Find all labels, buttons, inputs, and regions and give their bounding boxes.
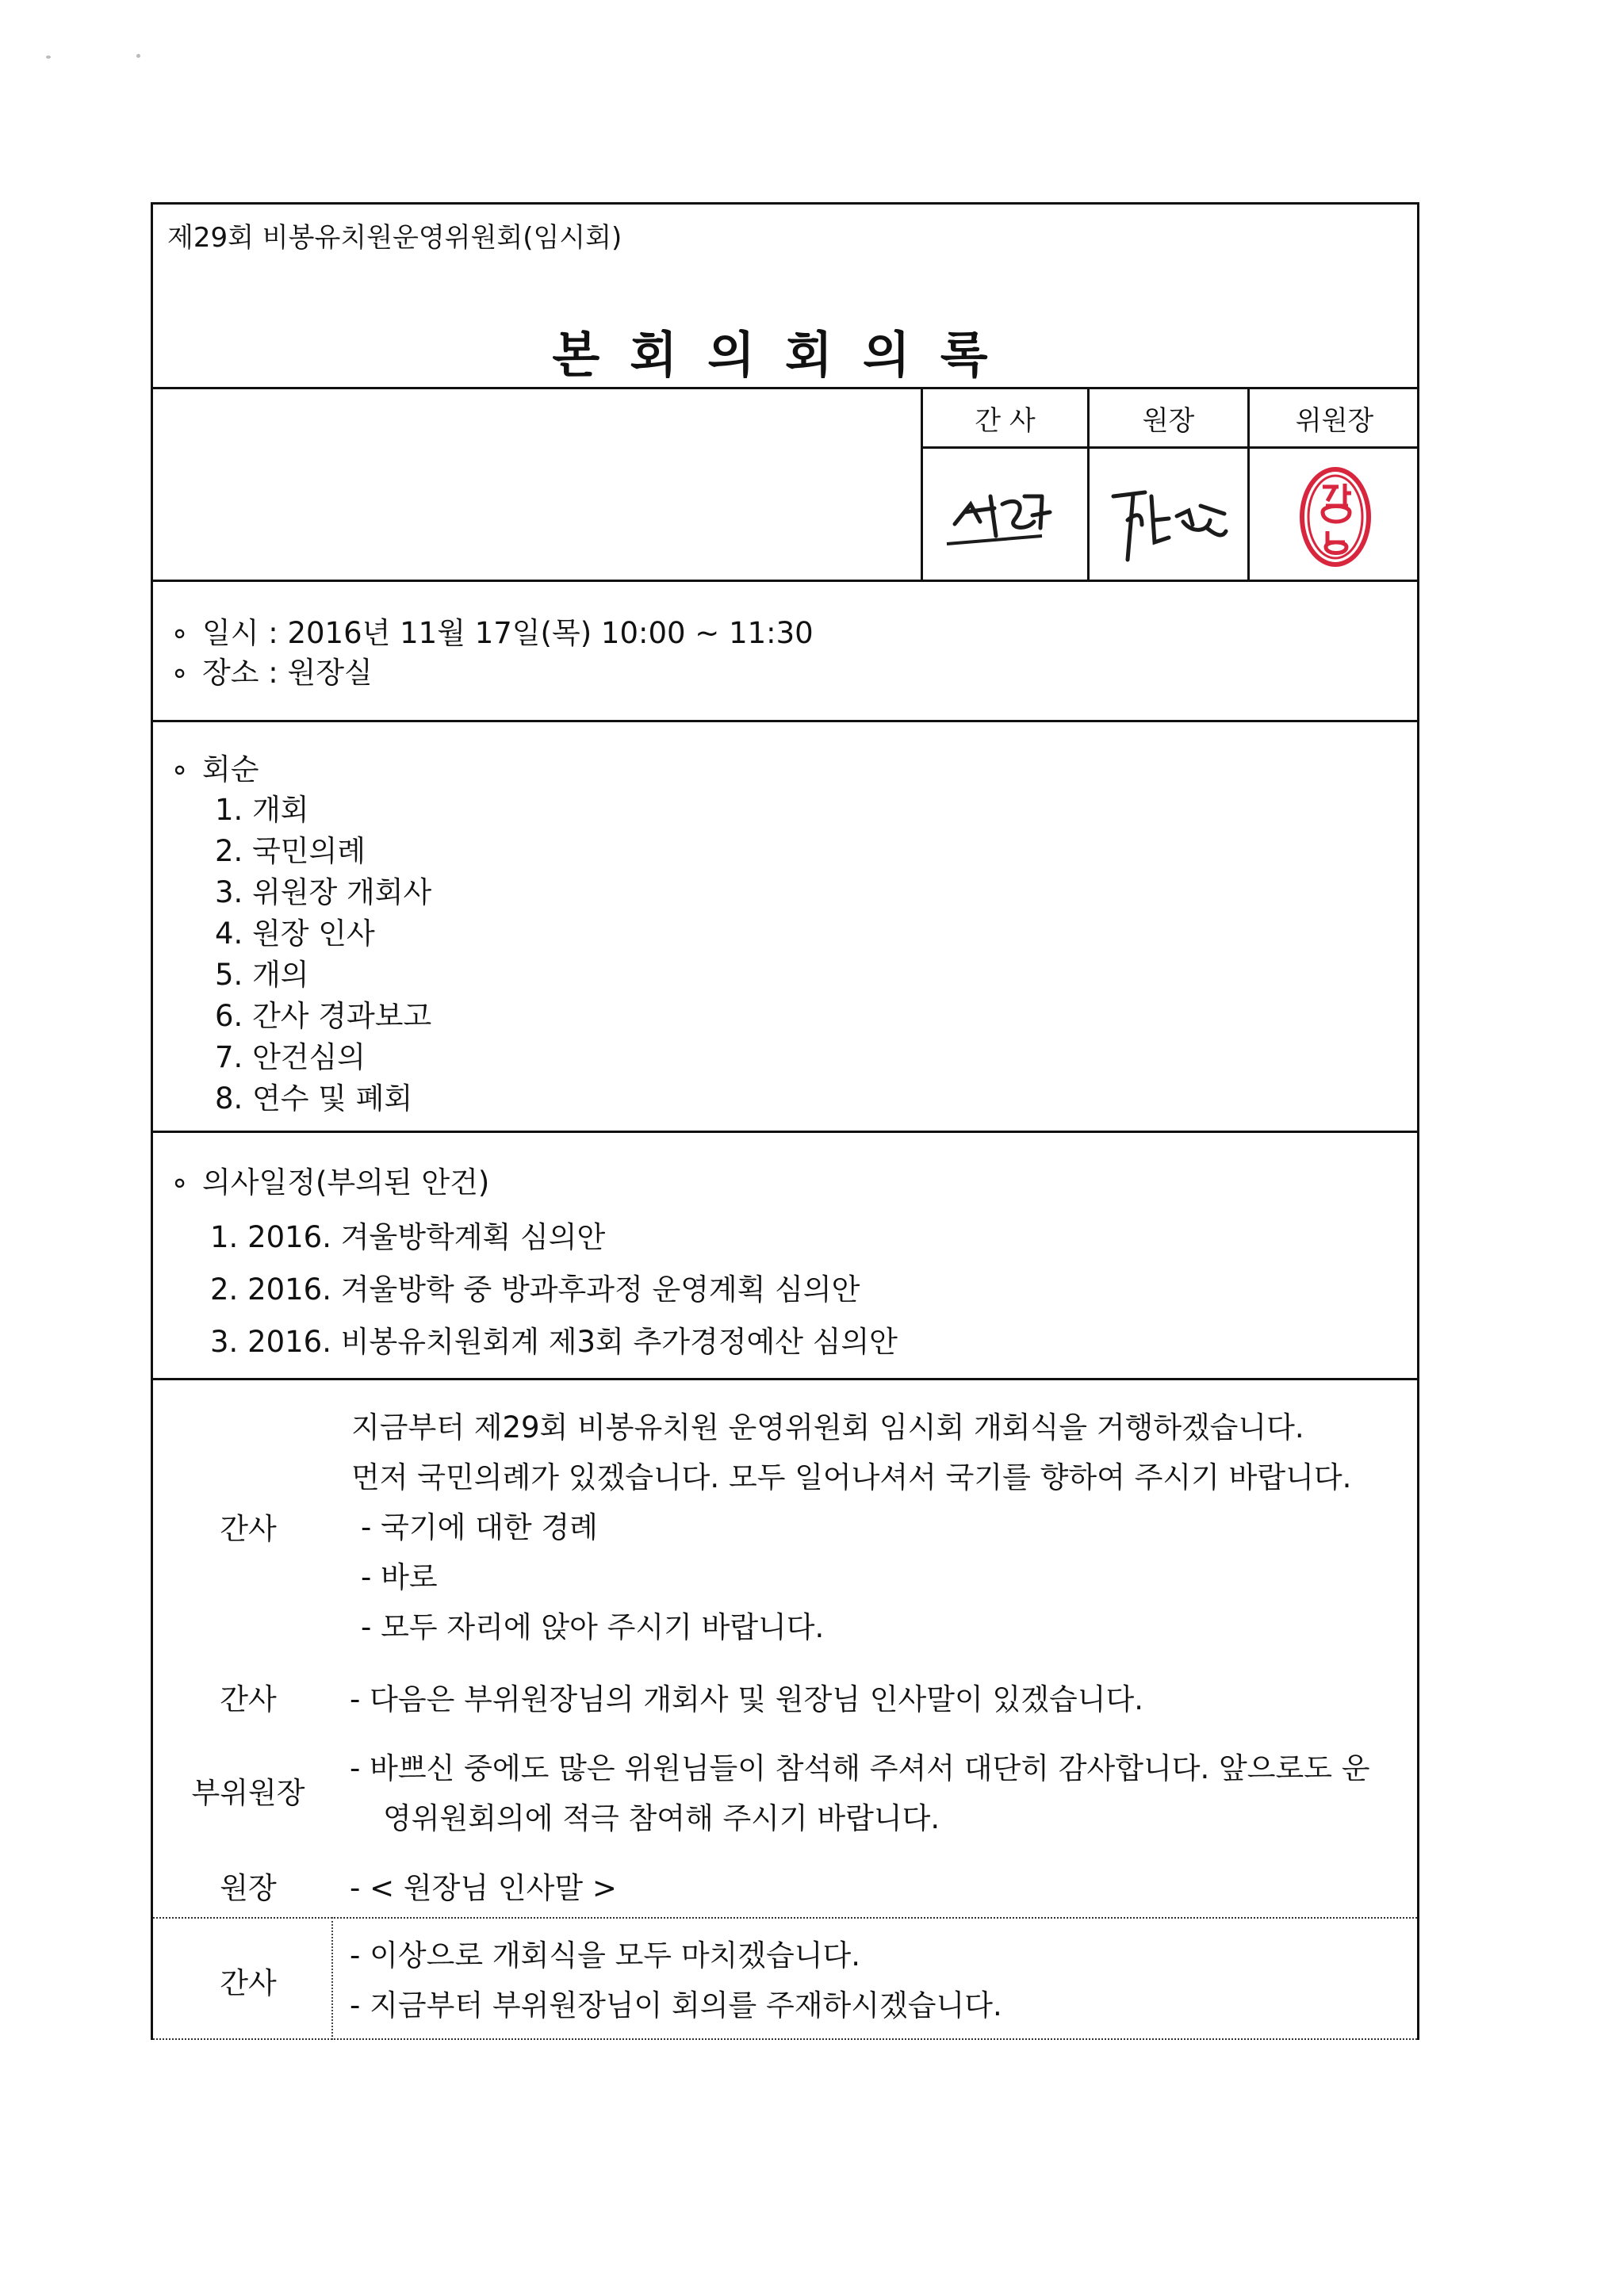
minutes-line: - 지금부터 부위원장님이 회의를 주재하시겠습니다. <box>350 1988 1002 2022</box>
agenda-heading: ∘ 의사일정(부의된 안건) <box>170 1165 490 1200</box>
order-item: 4. 원장 인사 <box>215 916 375 951</box>
order-heading: ∘ 회순 <box>170 752 259 786</box>
minutes-line: - 모두 자리에 앉아 주시기 바랍니다. <box>361 1610 825 1644</box>
divider <box>153 2038 1417 2040</box>
meeting-datetime: ∘ 일시 : 2016년 11월 17일(목) 10:00 ~ 11:30 <box>170 616 814 650</box>
approval-box <box>921 389 1419 582</box>
scan-speck <box>136 54 140 58</box>
signature-secretary <box>923 449 1087 582</box>
speaker-label: 부위원장 <box>191 1776 305 1810</box>
minutes-line: 영위원회의에 적극 참여해 주시기 바랍니다. <box>383 1801 940 1835</box>
minutes-line: 지금부터 제29회 비봉유치원 운영위원회 임시회 개회식을 거행하겠습니다. <box>351 1410 1304 1445</box>
order-item: 2. 국민의례 <box>215 834 366 868</box>
agenda-item: 3. 2016. 비봉유치원회계 제3회 추가경정예산 심의안 <box>210 1325 898 1359</box>
minutes-line: - 이상으로 개회식을 모두 마치겠습니다. <box>350 1938 861 1973</box>
approval-col-director <box>1087 389 1247 582</box>
order-item: 5. 개의 <box>215 958 309 992</box>
divider <box>153 1917 1417 1919</box>
approval-col-chair <box>1247 389 1419 582</box>
agenda-item: 1. 2016. 겨울방학계획 심의안 <box>210 1220 606 1254</box>
divider <box>153 1131 1417 1133</box>
scan-speck <box>46 55 51 59</box>
chair-seal <box>1250 449 1419 582</box>
minutes-line: - < 원장님 인사말 > <box>350 1871 617 1905</box>
speaker-label: 원장 <box>220 1871 277 1905</box>
meeting-place: ∘ 장소 : 원장실 <box>170 656 373 690</box>
order-item: 8. 연수 및 폐회 <box>215 1081 413 1115</box>
document-title: 본회의회의록 <box>552 326 1018 384</box>
order-item: 1. 개회 <box>215 793 309 827</box>
divider <box>153 1378 1417 1380</box>
speaker-label: 간사 <box>220 1512 277 1546</box>
order-item: 3. 위원장 개회사 <box>215 875 432 909</box>
approval-header: 간 사 <box>923 389 1087 449</box>
minutes-line: - 바쁘신 중에도 많은 위원님들이 참석해 주셔서 대단히 감사합니다. 앞으로도 운 <box>350 1751 1370 1785</box>
divider <box>153 580 1417 582</box>
minutes-line: - 바로 <box>361 1560 438 1594</box>
speaker-label: 간사 <box>220 1966 277 2000</box>
minutes-line: - 다음은 부위원장님의 개회사 및 원장님 인사말이 있겠습니다. <box>350 1682 1143 1716</box>
approval-header: 원장 <box>1090 389 1247 449</box>
order-item: 6. 간사 경과보고 <box>215 999 432 1033</box>
minutes-document <box>151 202 1419 2040</box>
agenda-item: 2. 2016. 겨울방학 중 방과후과정 운영계획 심의안 <box>210 1272 860 1307</box>
speaker-label: 간사 <box>220 1682 277 1716</box>
minutes-line: - 국기에 대한 경례 <box>361 1510 598 1544</box>
meeting-subtitle: 제29회 비봉유치원운영위원회(임시회) <box>167 222 622 254</box>
divider <box>153 720 1417 722</box>
approval-header: 위원장 <box>1250 389 1419 449</box>
approval-col-secretary <box>921 389 1087 582</box>
minutes-line: 먼저 국민의례가 있겠습니다. 모두 일어나셔서 국기를 향하여 주시기 바랍니다. <box>351 1460 1352 1494</box>
order-item: 7. 안건심의 <box>215 1040 366 1074</box>
signature-director <box>1090 449 1247 582</box>
